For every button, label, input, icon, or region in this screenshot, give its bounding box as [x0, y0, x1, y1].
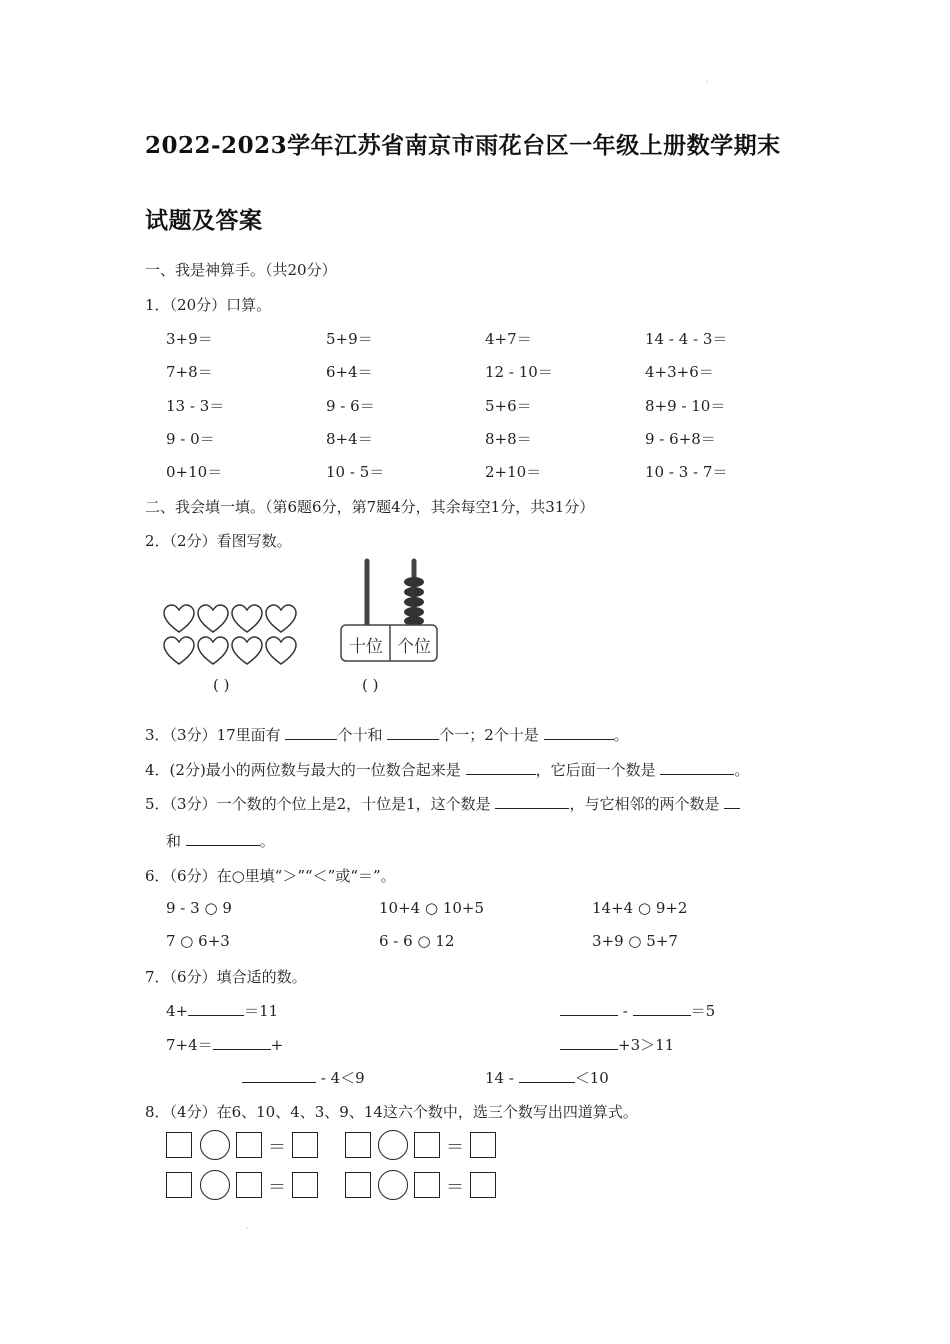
q3-blank-ones[interactable]	[387, 725, 439, 740]
q3-text-b: 个十和	[337, 726, 388, 744]
q1-item: 10 - 5＝	[326, 463, 385, 481]
q7-item-c: 7+4＝ +	[166, 1036, 284, 1054]
heart-icon	[164, 605, 194, 632]
q2-label: 2．（2分）看图写数。	[145, 532, 292, 550]
q3-blank-tens[interactable]	[285, 725, 337, 740]
abacus-tens-label: 十位	[349, 637, 383, 657]
operator-circle[interactable]	[378, 1130, 408, 1160]
section2-header: 二、我会填一填。（第6题6分，第7题4分，其余每空1分，共31分）	[145, 498, 595, 516]
q1-item: 14 - 4 - 3＝	[645, 330, 728, 348]
q7-item-d: +3＞11	[560, 1034, 674, 1055]
equals-sign: ＝	[268, 1137, 286, 1158]
q1-item: 9 - 6+8＝	[645, 430, 716, 448]
q2-answer-paren-hearts: ( )	[213, 676, 230, 694]
operator-circle[interactable]	[200, 1170, 230, 1200]
q7-blank[interactable]	[213, 1035, 271, 1050]
q2-hearts-figure	[160, 600, 305, 670]
q1-item: 8+4＝	[326, 430, 373, 448]
q1-item: 8+9 - 10＝	[645, 397, 726, 415]
q1-item: 6+4＝	[326, 363, 373, 381]
q5-blank-number[interactable]	[495, 794, 569, 809]
q4-text-c: 。	[734, 761, 750, 779]
q1-item: 2+10＝	[485, 463, 542, 481]
bottom-mark: ﹒	[243, 1221, 251, 1230]
q7-item-f: 14 - ＜10	[485, 1069, 609, 1087]
q3-text-c: 个一；2个十是	[439, 726, 544, 744]
corner-mark: ﹒	[703, 75, 711, 84]
q6-item: 3+9 ○ 5+7	[592, 932, 678, 950]
q5-blank-neighbor2[interactable]	[186, 831, 260, 846]
answer-box[interactable]	[470, 1132, 496, 1158]
equals-sign: ＝	[268, 1177, 286, 1198]
q1-item: 9 - 6＝	[326, 397, 375, 415]
q1-item: 5+9＝	[326, 330, 373, 348]
answer-box[interactable]	[345, 1132, 371, 1158]
q2-abacus	[338, 555, 442, 665]
answer-box[interactable]	[345, 1172, 371, 1198]
q6-label: 6．（6分）在○里填“＞”“＜”或“＝”。	[145, 867, 396, 885]
heart-icon	[198, 605, 228, 632]
heart-icon	[164, 637, 194, 664]
q7-item-e: - 4＜9	[242, 1067, 365, 1088]
q4-text-b: ，它后面一个数是	[535, 761, 661, 779]
q6-item: 14+4 ○ 9+2	[592, 899, 688, 917]
q7-blank[interactable]	[560, 1001, 618, 1016]
q1-item: 5+6＝	[485, 397, 532, 415]
answer-box[interactable]	[414, 1172, 440, 1198]
q1-item: 12 - 10＝	[485, 363, 553, 381]
document-title-line2: 试题及答案	[145, 207, 263, 234]
answer-box[interactable]	[166, 1132, 192, 1158]
q7-blank[interactable]	[519, 1068, 575, 1083]
q4-blank-sum[interactable]	[466, 760, 536, 775]
q3-blank-twenty[interactable]	[544, 725, 614, 740]
q5-line2	[166, 830, 275, 851]
q7-blank[interactable]	[188, 1001, 244, 1016]
q1-item: 7+8＝	[166, 363, 213, 381]
q1-item: 3+9＝	[166, 330, 213, 348]
q4-blank-next[interactable]	[660, 760, 734, 775]
q4-text-a: 4．(2分)最小的两位数与最大的一位数合起来是	[145, 761, 466, 779]
q7-item-a: 4+ ＝11	[166, 1002, 279, 1020]
q1-item: 0+10＝	[166, 463, 223, 481]
answer-box[interactable]	[414, 1132, 440, 1158]
q1-item: 4+3+6＝	[645, 363, 714, 381]
operator-circle[interactable]	[200, 1130, 230, 1160]
q1-item: 13 - 3＝	[166, 397, 225, 415]
q1-item: 9 - 0＝	[166, 430, 215, 448]
heart-icon	[266, 637, 296, 664]
q7-item-b: - ＝5	[560, 1000, 715, 1021]
q7-blank[interactable]	[560, 1035, 618, 1050]
q7-blank[interactable]	[242, 1068, 316, 1083]
section1-header: 一、我是神算手。（共20分）	[145, 261, 337, 279]
q5-text-a: 5．（3分）一个数的个位上是2，十位是1，这个数是	[145, 795, 496, 813]
equals-sign: ＝	[446, 1137, 464, 1158]
answer-box[interactable]	[166, 1172, 192, 1198]
heart-icon	[266, 605, 296, 632]
answer-box[interactable]	[292, 1172, 318, 1198]
q5-text-c: 和	[166, 832, 186, 850]
q7-label: 7．（6分）填合适的数。	[145, 968, 307, 986]
q6-item: 7 ○ 6+3	[166, 932, 230, 950]
q1-item: 4+7＝	[485, 330, 532, 348]
q8-label: 8．（4分）在6、10、4、3、9、14这六个数中，选三个数写出四道算式。	[145, 1103, 638, 1121]
q1-item: 10 - 3 - 7＝	[645, 463, 728, 481]
q5-text-b: ，与它相邻的两个数是	[569, 795, 725, 813]
document-title-line1: 2022-2023学年江苏省南京市雨花台区一年级上册数学期末	[145, 132, 781, 159]
q1-item: 8+8＝	[485, 430, 532, 448]
q7-blank[interactable]	[633, 1001, 691, 1016]
abacus-ones-label: 个位	[397, 637, 431, 657]
answer-box[interactable]	[292, 1132, 318, 1158]
operator-circle[interactable]	[378, 1170, 408, 1200]
q6-item: 10+4 ○ 10+5	[379, 899, 485, 917]
answer-box[interactable]	[470, 1172, 496, 1198]
q3-line	[145, 724, 629, 745]
q6-item: 6 - 6 ○ 12	[379, 932, 455, 950]
q5-text-d: 。	[259, 832, 275, 850]
equals-sign: ＝	[446, 1177, 464, 1198]
q3-text-d: 。	[613, 726, 629, 744]
heart-icon	[198, 637, 228, 664]
heart-icon	[232, 605, 262, 632]
answer-box[interactable]	[236, 1132, 262, 1158]
q6-item: 9 - 3 ○ 9	[166, 899, 232, 917]
q3-text-a: 3．（3分）17里面有	[145, 726, 286, 744]
answer-box[interactable]	[236, 1172, 262, 1198]
q5-line1	[145, 793, 740, 814]
q2-answer-paren-abacus: ( )	[362, 676, 379, 694]
q1-label: 1．（20分）口算。	[145, 296, 272, 314]
heart-icon	[232, 637, 262, 664]
q5-blank-neighbor1[interactable]	[724, 794, 740, 809]
q4-line	[145, 759, 749, 780]
